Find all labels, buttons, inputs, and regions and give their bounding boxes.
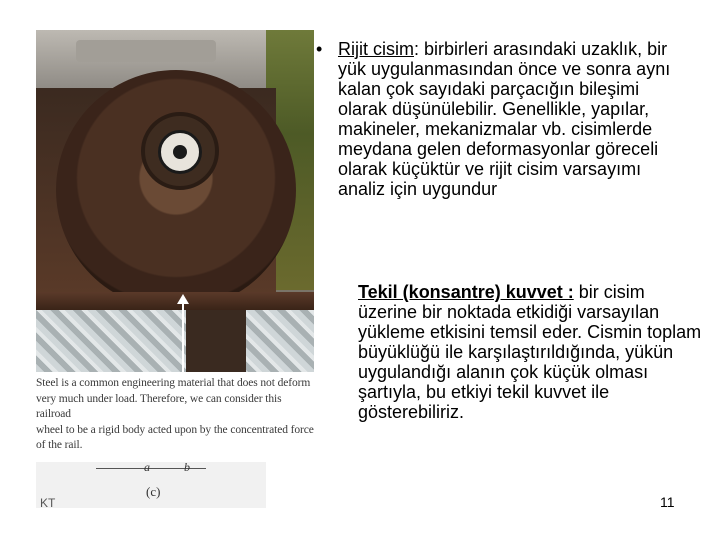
rail-car-panel <box>76 40 216 62</box>
figure-dimension-strip <box>36 462 266 508</box>
bullet-marker: • <box>316 39 323 59</box>
concentrated-force-term: Tekil (konsantre) kuvvet : <box>358 282 574 302</box>
figure-caption: Steel is a common engineering material that does not deform very much under load. Therefore, we can consider this railroad wheel to be a rigid body acted upon by the concentrated force of the rail. <box>36 377 314 451</box>
footer-left-text: KT <box>40 496 56 510</box>
railroad-tie <box>186 310 246 372</box>
concentrated-force-arrow-icon <box>182 302 184 372</box>
ballast-stones <box>36 310 314 372</box>
bullet-concentrated-force <box>358 282 708 422</box>
dimension-b-label: b <box>184 460 190 474</box>
concentrated-force-definition: bir cisim üzerine bir noktada etkidiği varsayılan yükleme etkisini temsil eder. Cismin toplam büyüklüğü ile karşılaştırıldığında, yükün uygulandığı alanın çok küçük olması şartıyla, bu etkiyi tekil kuvvet ile gösterebiliriz. <box>358 282 702 422</box>
rigid-body-definition: : birbirleri arasındaki uzaklık, bir yük uygulanmasından önce ve sonra aynı kalan çok sayıdaki parçacığın bileşimi olarak düşünülebilir. Genellikle, yapılar, makineler, mekanizmalar vb. cisimlerde meydana gelen deformasyonlar göreceli olarak küçüktür ve rijit cisim varsayımı analiz için uygundur <box>338 39 671 199</box>
bullet-rigid-body <box>316 39 688 199</box>
railroad-wheel-photo <box>36 30 314 372</box>
rigid-body-term: Rijit cisim <box>338 39 414 59</box>
railroad-wheel <box>56 70 296 310</box>
rail <box>36 292 314 310</box>
dimension-a-label: a <box>144 460 150 474</box>
page-number: 11 <box>660 494 675 510</box>
hub-cap-icon <box>158 130 202 174</box>
figure-label: (c) <box>146 484 161 499</box>
